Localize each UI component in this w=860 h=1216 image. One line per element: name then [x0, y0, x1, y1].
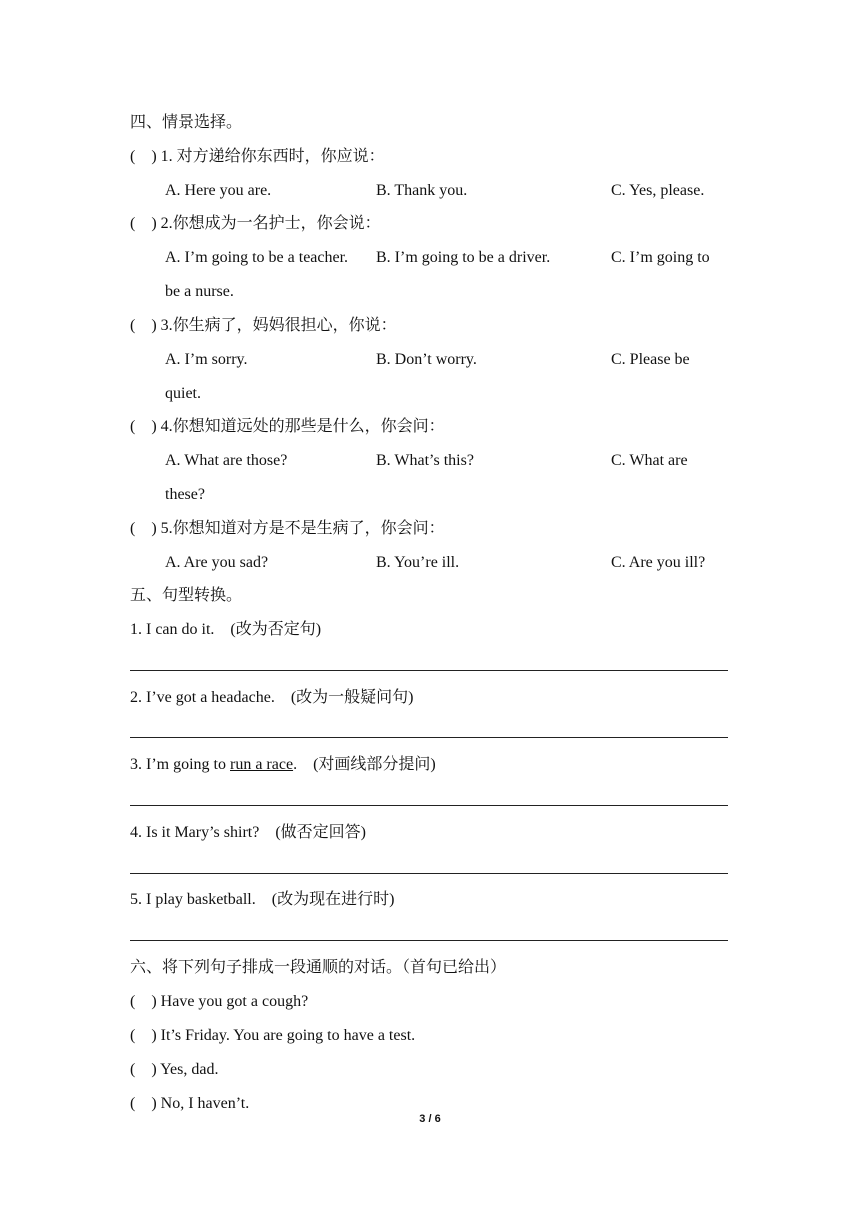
question-3-option-c-continued: quiet. [165, 385, 201, 402]
question-5-option-c: C. Are you ill? [611, 554, 706, 571]
question-4-option-a: A. What are those? [165, 452, 288, 469]
question-2-option-c: C. I’m going to [611, 249, 710, 266]
transform-2 [130, 688, 413, 708]
section-5-heading: 五、句型转换。 [130, 587, 243, 604]
transform-2-instruction: (改为一般疑问句) [290, 689, 414, 706]
answer-line-2[interactable] [130, 737, 728, 738]
answer-line-1[interactable] [130, 670, 728, 671]
section-4-heading: 四、情景选择。 [130, 114, 243, 131]
transform-3-underlined-phrase: run a race [230, 756, 294, 773]
dialogue-item-2: ( ) It’s Friday. You are going to have a test. [130, 1027, 416, 1044]
answer-line-4[interactable] [130, 873, 728, 874]
transform-1-sentence: 1. I can do it. [130, 621, 215, 638]
transform-4-sentence: 4. Is it Mary’s shirt? [130, 824, 260, 841]
page-number: 3 / 6 [419, 1113, 441, 1125]
question-4-option-b: B. What’s this? [376, 452, 474, 469]
question-5-option-a: A. Are you sad? [165, 554, 269, 571]
transform-4 [130, 823, 366, 843]
transform-3-instruction: (对画线部分提问) [313, 756, 436, 773]
question-4-option-c: C. What are [611, 452, 688, 469]
section-6-heading: 六、将下列句子排成一段通顺的对话。（首句已给出） [130, 959, 507, 976]
answer-line-5[interactable] [130, 940, 728, 941]
transform-1-instruction: (改为否定句) [230, 621, 322, 638]
question-1-stem: ( ) 1. 对方递给你东西时，你应说： [130, 148, 385, 165]
question-4-stem: ( ) 4.你想知道远处的那些是什么，你会问： [130, 418, 445, 435]
transform-2-sentence: 2. I’ve got a headache. [130, 689, 275, 706]
question-3-option-b: B. Don’t worry. [376, 351, 477, 368]
question-3-option-a: A. I’m sorry. [165, 351, 248, 368]
question-1-option-c: C. Yes, please. [611, 182, 705, 199]
question-2-stem: ( ) 2.你想成为一名护士，你会说： [130, 215, 381, 232]
dialogue-item-4: ( ) No, I haven’t. [130, 1095, 250, 1112]
transform-5-sentence: 5. I play basketball. [130, 891, 256, 908]
question-2-option-b: B. I’m going to be a driver. [376, 249, 551, 266]
question-5-option-b: B. You’re ill. [376, 554, 460, 571]
transform-3-sentence-end: . [293, 756, 298, 773]
transform-4-instruction: (做否定回答) [275, 824, 366, 841]
answer-line-3[interactable] [130, 805, 728, 806]
question-1-option-a: A. Here you are. [165, 182, 272, 199]
transform-5-instruction: (改为现在进行时) [271, 891, 395, 908]
transform-5 [130, 890, 394, 910]
question-1-option-b: B. Thank you. [376, 182, 468, 199]
transform-3 [130, 755, 436, 775]
transform-3-sentence-start: 3. I’m going to [130, 756, 230, 773]
question-2-option-c-continued: be a nurse. [165, 283, 234, 300]
dialogue-item-1: ( ) Have you got a cough? [130, 993, 309, 1010]
transform-1 [130, 620, 321, 640]
question-3-option-c: C. Please be [611, 351, 690, 368]
question-5-stem: ( ) 5.你想知道对方是不是生病了，你会问： [130, 520, 445, 537]
question-4-option-c-continued: these? [165, 486, 205, 503]
question-2-option-a: A. I’m going to be a teacher. [165, 249, 349, 266]
question-3-stem: ( ) 3.你生病了，妈妈很担心，你说： [130, 317, 397, 334]
dialogue-item-3: ( ) Yes, dad. [130, 1061, 219, 1078]
